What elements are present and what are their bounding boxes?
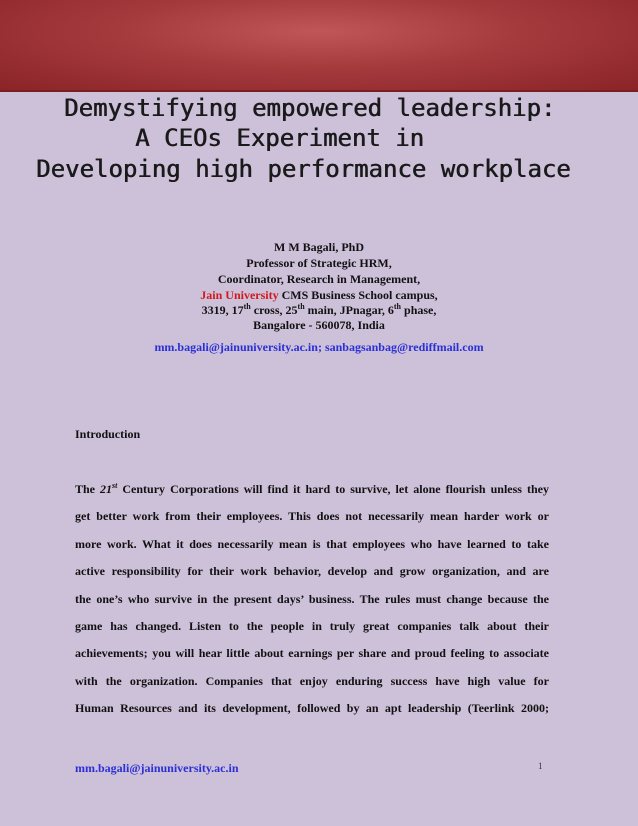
paragraph-line: the one’s who survive in the present days’ business. The rules must change because the — [75, 591, 549, 606]
footer-email-link[interactable]: mm.bagali@jainuniversity.ac.in — [75, 761, 239, 775]
header-banner — [0, 0, 638, 92]
page-number: 1 — [538, 761, 543, 771]
text-run: The — [75, 482, 101, 496]
address-part: main, JPnagar, 6 — [304, 303, 394, 317]
author-coordinator: Coordinator, Research in Management, — [217, 272, 421, 286]
section-heading: Introduction — [75, 427, 141, 441]
author-address — [0, 302, 638, 318]
address-sup: th — [243, 302, 251, 311]
title-line-2: A CEOs Experiment in — [135, 124, 424, 152]
address-part: 3319, 17 — [201, 303, 244, 317]
author-city: Bangalore - 560078, India — [253, 318, 385, 332]
paragraph-line — [75, 476, 549, 503]
paragraph-line: more work. What it does necessarily mean is that employees who have learned to take — [75, 536, 549, 551]
text-run-italic: 21 — [100, 482, 113, 496]
paragraph-line: get better work from their employees. This does not necessarily mean harder work or — [75, 509, 549, 524]
paragraph-line: game has changed. Listen to the people in truly great companies talk about their — [75, 618, 549, 633]
contact-emails[interactable]: mm.bagali@jainuniversity.ac.in; sanbagsanbag@rediffmail.com — [154, 340, 484, 354]
paragraph-line: achievements; you will hear little about earnings per share and proud feeling to associate — [75, 646, 549, 661]
text-run: Century Corporations will find it hard to survive, let alone flourish unless they — [117, 482, 549, 496]
title-line-3: Developing high performance workplace — [36, 155, 571, 183]
address-sup: th — [393, 302, 402, 311]
address-sup: th — [297, 302, 305, 311]
address-part: phase, — [401, 303, 437, 317]
author-role: Professor of Strategic HRM, — [246, 256, 392, 270]
author-affiliation — [0, 288, 638, 303]
university-name: Jain University — [200, 288, 279, 302]
address-part: cross, 25 — [250, 303, 298, 317]
campus-name: CMS Business School campus, — [278, 288, 438, 302]
author-name: M M Bagali, PhD — [274, 240, 364, 254]
text-superscript: st — [112, 481, 118, 490]
paragraph-line: active responsibility for their work behavior, develop and grow organization, and are — [75, 564, 549, 579]
title-line-1: Demystifying empowered leadership: — [64, 94, 556, 122]
intro-paragraph — [75, 476, 549, 723]
paragraph-line: with the organization. Companies that enjoy enduring success have high value for — [75, 673, 549, 688]
paragraph-line: Human Resources and its development, followed by an apt leadership (Teerlink 2000; — [75, 701, 549, 716]
